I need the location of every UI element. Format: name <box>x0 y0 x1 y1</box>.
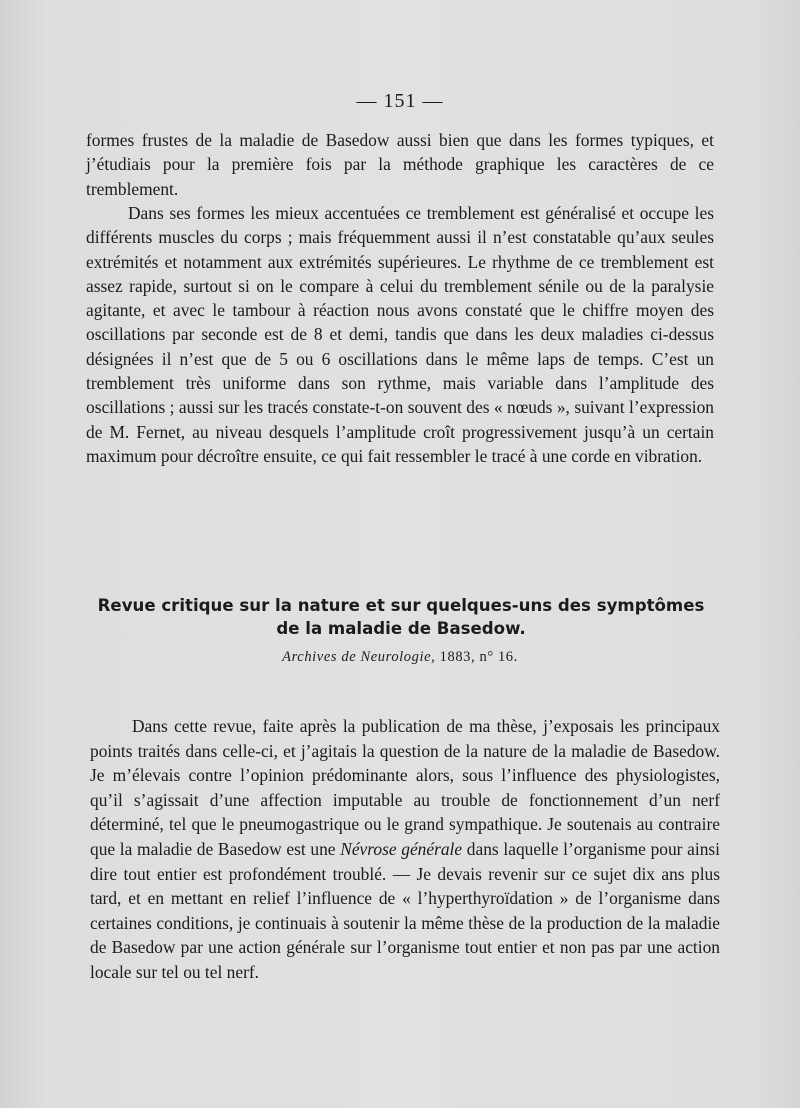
paragraph-continuation: formes frustes de la maladie de Basedow aussi bien que dans les formes typiques, et j’étudiais pour la première fois par la méthode graphique les caractères de ce tremblement. <box>86 130 714 199</box>
section-citation <box>0 649 800 666</box>
citation-journal: Archives de Neurologie, <box>282 649 436 665</box>
paragraph-review-emphasis: Névrose générale <box>340 838 463 859</box>
citation-details: 1883, n° 16. <box>435 649 518 665</box>
section-heading: Revue critique sur la nature et sur quelques-uns des symptômes de la maladie de Basedow. <box>97 596 705 638</box>
paragraph-tremor-description: Dans ses formes les mieux accentuées ce tremblement est généralisé et occupe les différents muscles du corps ; mais fréquemment aussi il n’est constatable qu’aux seules extrémités et notamment aux extrémités supérieures. Le rhythme de ce tremblement est assez rapide, surtout si on le compare à celui du tremblement sénile ou de la paralysie agitante, et avec le tambour à réaction nous avons constaté que le chiffre moyen des oscillations par seconde est de 8 et demi, tandis que dans les deux maladies ci-dessus désignées il n’est que de 5 ou 6 oscillations dans le même laps de temps. C’est un tremblement très uniforme dans son rythme, mais variable dans l’amplitude des oscillations ; aussi sur les tracés constate-t-on souvent des « nœuds », suivant l’expression de M. Fernet, au niveau desquels l’amplitude croît progressivement jusqu’à un certain maximum pour décroître ensuite, ce qui fait ressembler le tracé à une corde en vibration. <box>86 203 714 466</box>
paragraph-review-part-1: Dans cette revue, faite après la publication de ma thèse, j’exposais les principaux points traités dans celle-ci, et j’agitais la question de la nature de la maladie de Basedow. Je m’élevais contre l’opinion prédominante alors, sous l’influence des physiologistes, qu’il s’agissait d’une affection imputable au trouble de fonctionnement d’un nerf déterminé, tel que le pneumogastrique ou le grand sympathique. Je soutenais au contraire que la maladie de Basedow est une <box>90 716 720 859</box>
page-number: — 151 — <box>356 90 444 112</box>
paragraph-review-part-2: dans laquelle l’organisme pour ainsi dire tout entier est profondément troublé. — Je devais revenir sur ce sujet dix ans plus tard, et en mettant en relief l’influence de « l’hyperthyroïdation » de l’organisme dans certaines conditions, je continuais à soutenir la même thèse de la production de la maladie de Basedow par une action générale sur l’organisme tout entier et non pas par une action locale sur tel ou tel nerf. <box>90 838 721 982</box>
paragraph-review-summary <box>90 714 720 985</box>
